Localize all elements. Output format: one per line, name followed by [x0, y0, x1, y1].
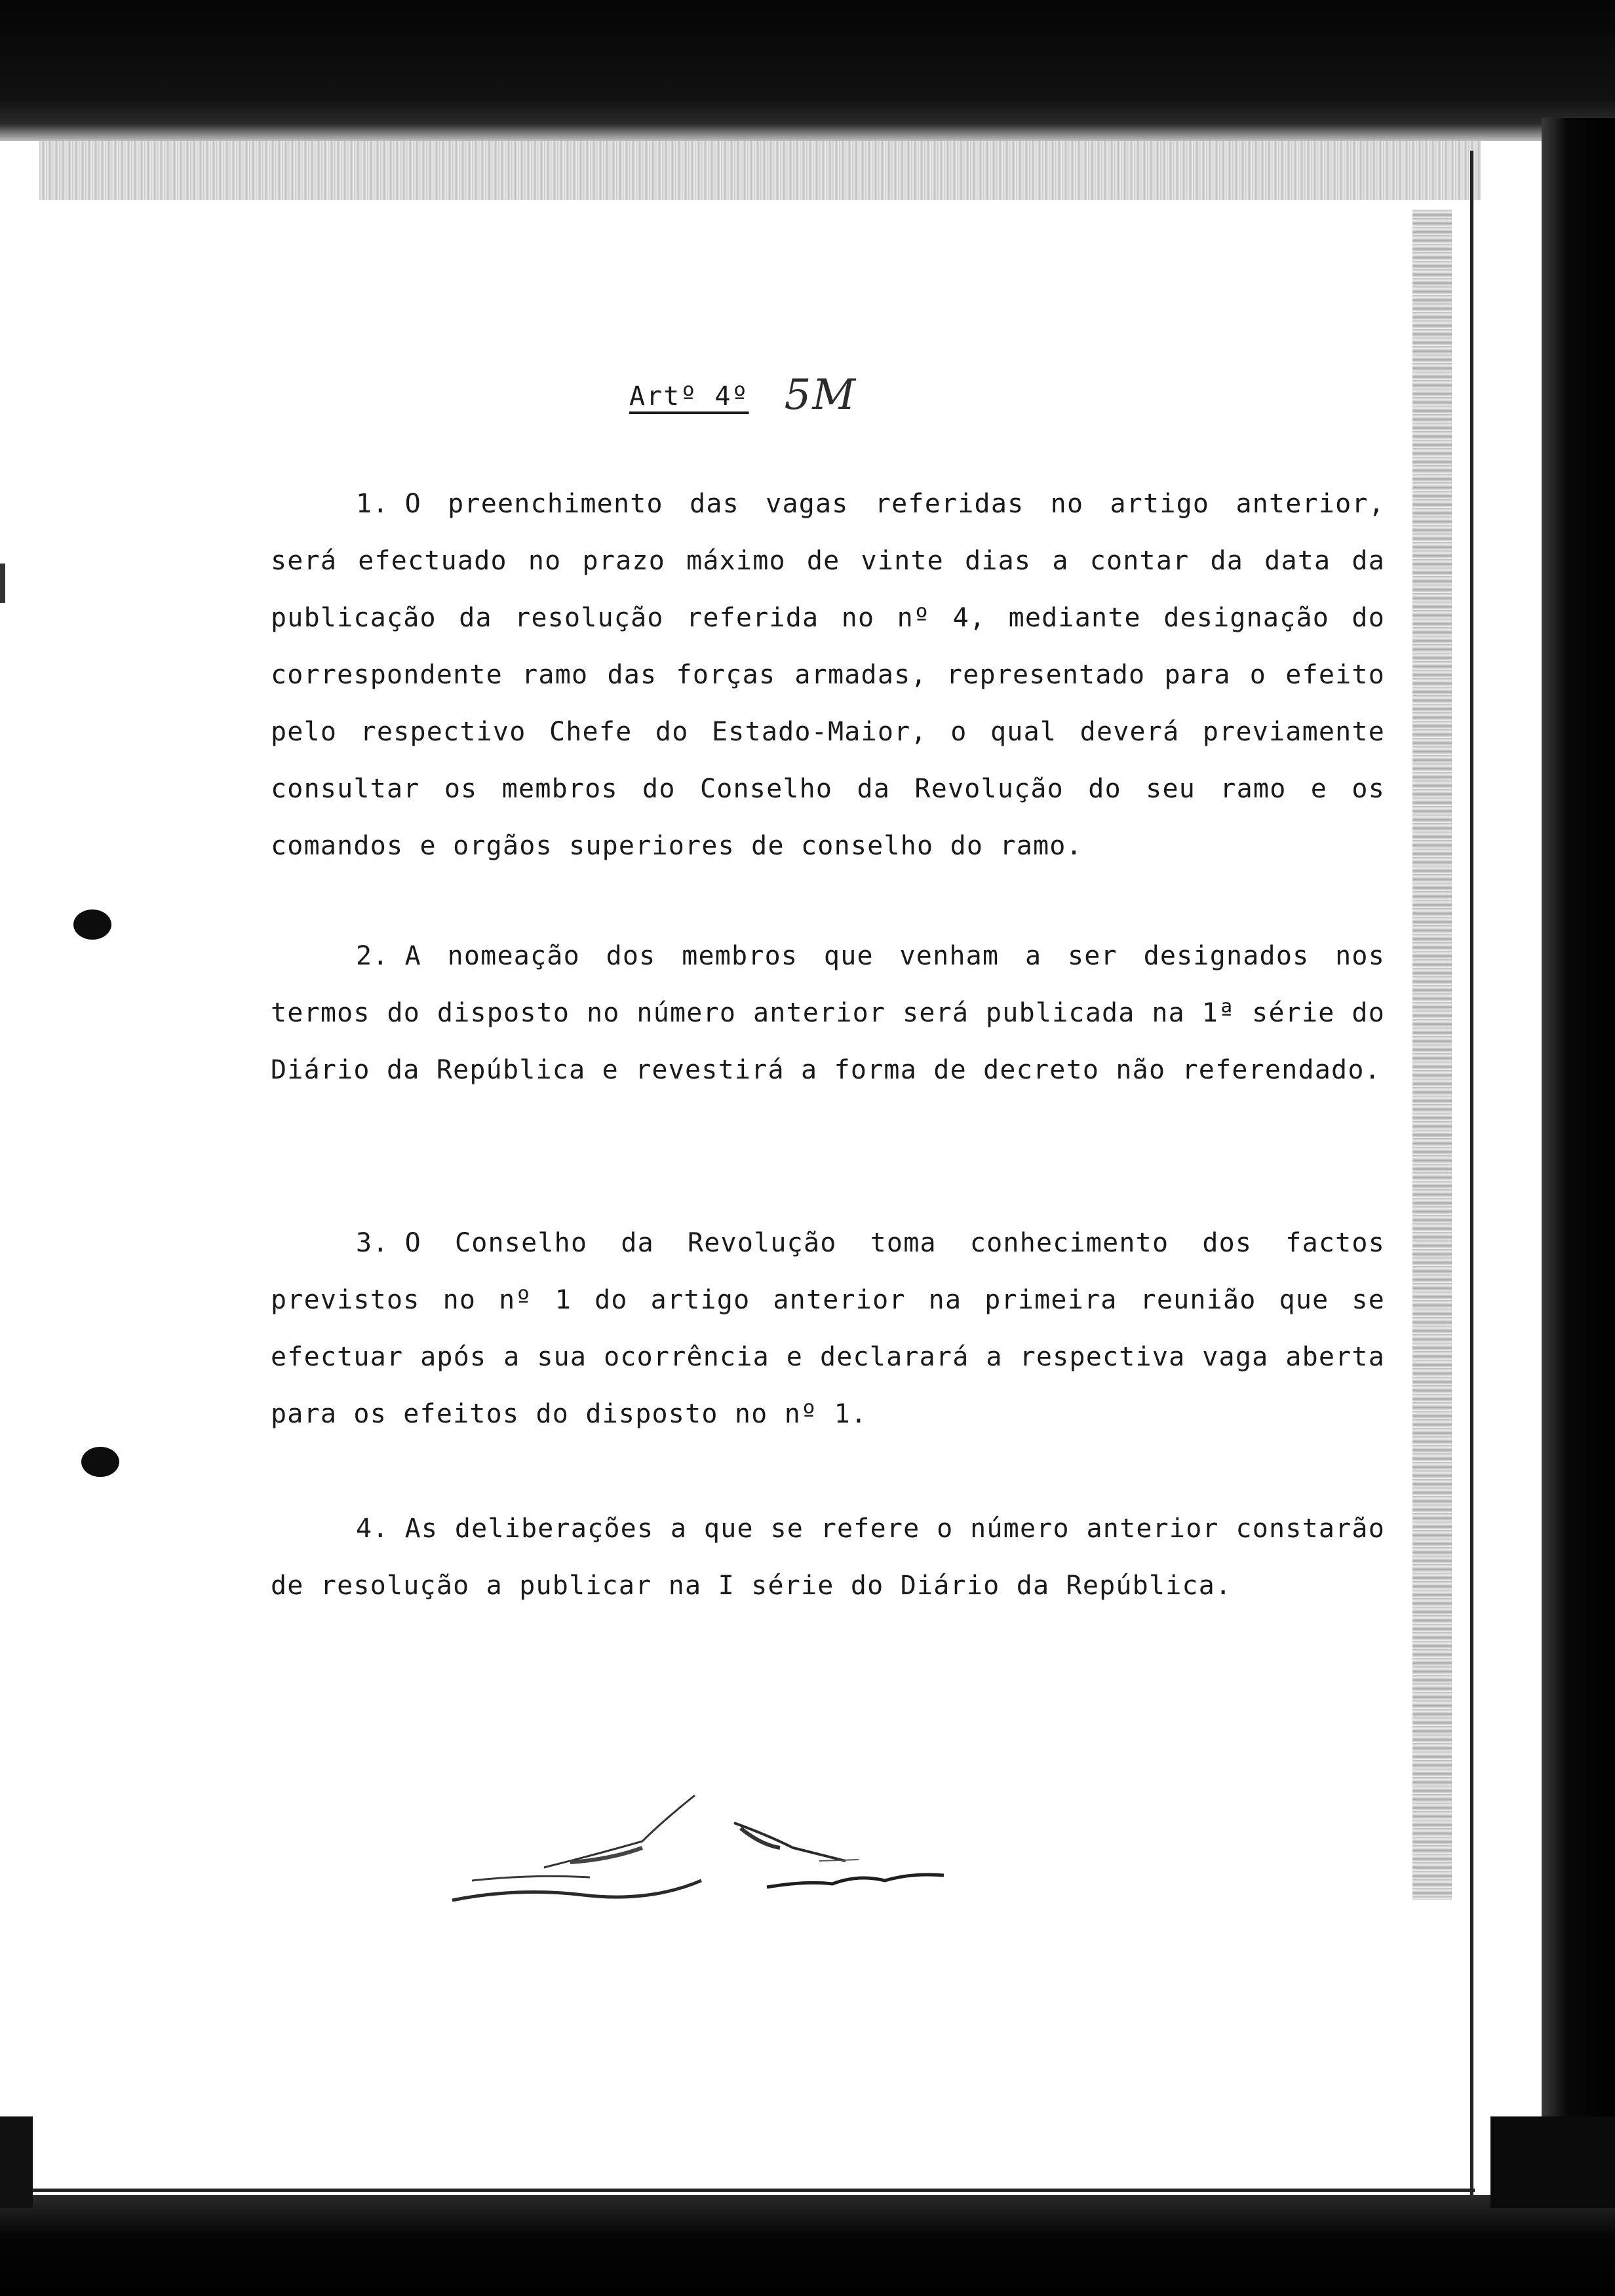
paragraph-1 — [271, 476, 1385, 875]
paragraph-text: O Conselho da Revolução toma conhecimento dos factos previstos no nº 1 do artigo anterior na primeira reunião que se efectuar após a sua ocorrência e declarará a respectiva vaga aberta para os efeitos do disposto no nº 1. — [271, 1228, 1385, 1429]
paragraph-4 — [271, 1501, 1385, 1615]
paragraph-2 — [271, 928, 1385, 1099]
article-title: Artº 4º — [629, 381, 749, 411]
paragraph-number: 2. — [356, 941, 389, 971]
paragraph-number: 4. — [356, 1514, 389, 1544]
article-heading — [629, 367, 857, 419]
paragraph-number: 1. — [356, 489, 389, 519]
paragraph-number: 3. — [356, 1228, 389, 1258]
paragraph-text: A nomeação dos membros que venham a ser designados nos termos do disposto no número anterior será publicada na 1ª série do Diário da República e revestirá a forma de decreto não referendado. — [271, 941, 1385, 1085]
paragraph-text: As deliberações a que se refere o número anterior constarão de resolução a publicar na I série do Diário da República. — [271, 1514, 1385, 1601]
paragraph-text: O preenchimento das vagas referidas no artigo anterior, será efectuado no prazo máximo de vinte dias a contar da data da publicação da resolução referida no nº 4, mediante designação do correspondente ramo das forças armadas, representado para o efeito pelo respectivo Chefe do Estado-Maior, o qual deverá previamente consultar os membros do Conselho da Revolução do seu ramo e os comandos e orgãos superiores de conselho do ramo. — [271, 489, 1385, 861]
handwritten-mark: 5M — [784, 371, 857, 419]
paragraph-3 — [271, 1215, 1385, 1443]
handwritten-signature — [426, 1782, 963, 1926]
